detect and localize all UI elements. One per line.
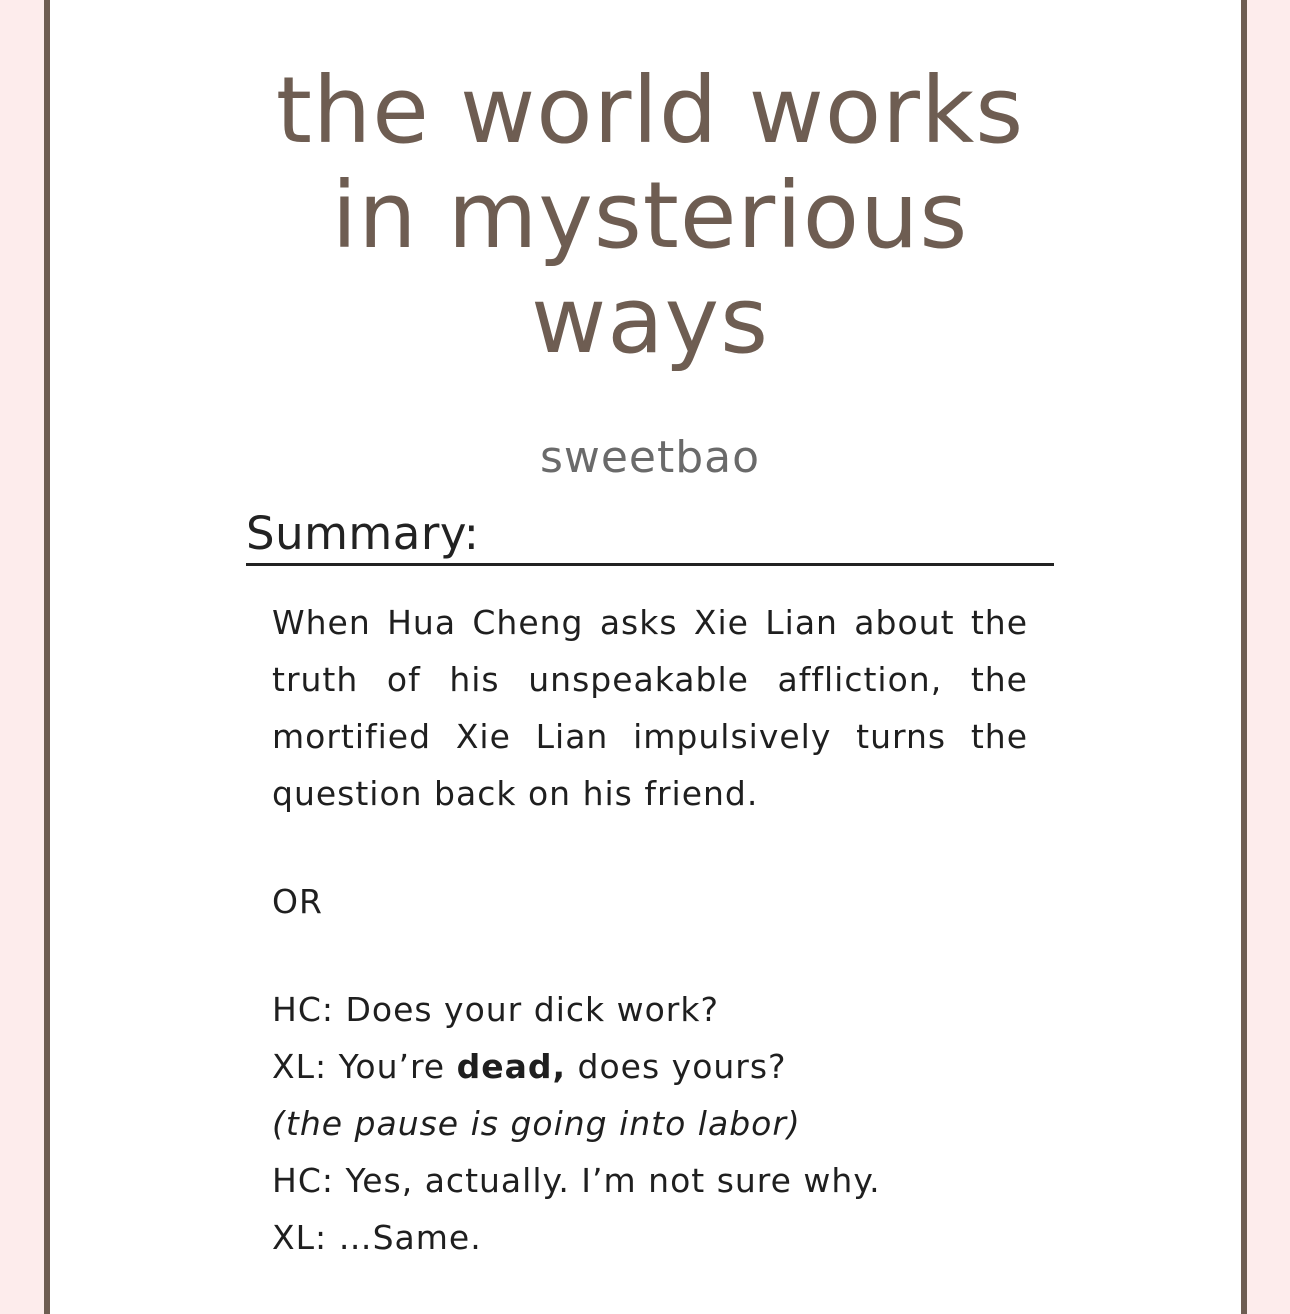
dialogue-line [272, 1038, 1028, 1095]
summary-or: OR [272, 882, 323, 921]
summary-heading: Summary: [246, 506, 1054, 566]
summary-body [272, 594, 1028, 1266]
dialogue-italic-text: (the pause is going into labor) [272, 1104, 801, 1143]
dialogue-line: HC: Does your dick work? [272, 990, 719, 1029]
work-page [44, 0, 1247, 1314]
work-author[interactable]: sweetbao [539, 432, 761, 483]
dialogue-line-bold: dead, [456, 1047, 567, 1086]
dialogue-line-italic [272, 1095, 1028, 1152]
summary-paragraph: When Hua Cheng asks Xie Lian about the truth of his unspeakable affliction, the mortified Xie Lian impulsively turns the question back on his friend. [272, 603, 1028, 813]
dialogue-line-prefix: XL: You’re [272, 1047, 457, 1086]
summary-dialogue [272, 981, 1028, 1266]
paragraph-spacer [272, 930, 1028, 981]
dialogue-line: HC: Yes, actually. I’m not sure why. [272, 1161, 881, 1200]
dialogue-line: XL: …Same. [272, 1218, 482, 1257]
dialogue-line-suffix: does yours? [566, 1047, 787, 1086]
work-title: the world works in mysterious ways [275, 57, 1025, 374]
paragraph-spacer [272, 822, 1028, 873]
